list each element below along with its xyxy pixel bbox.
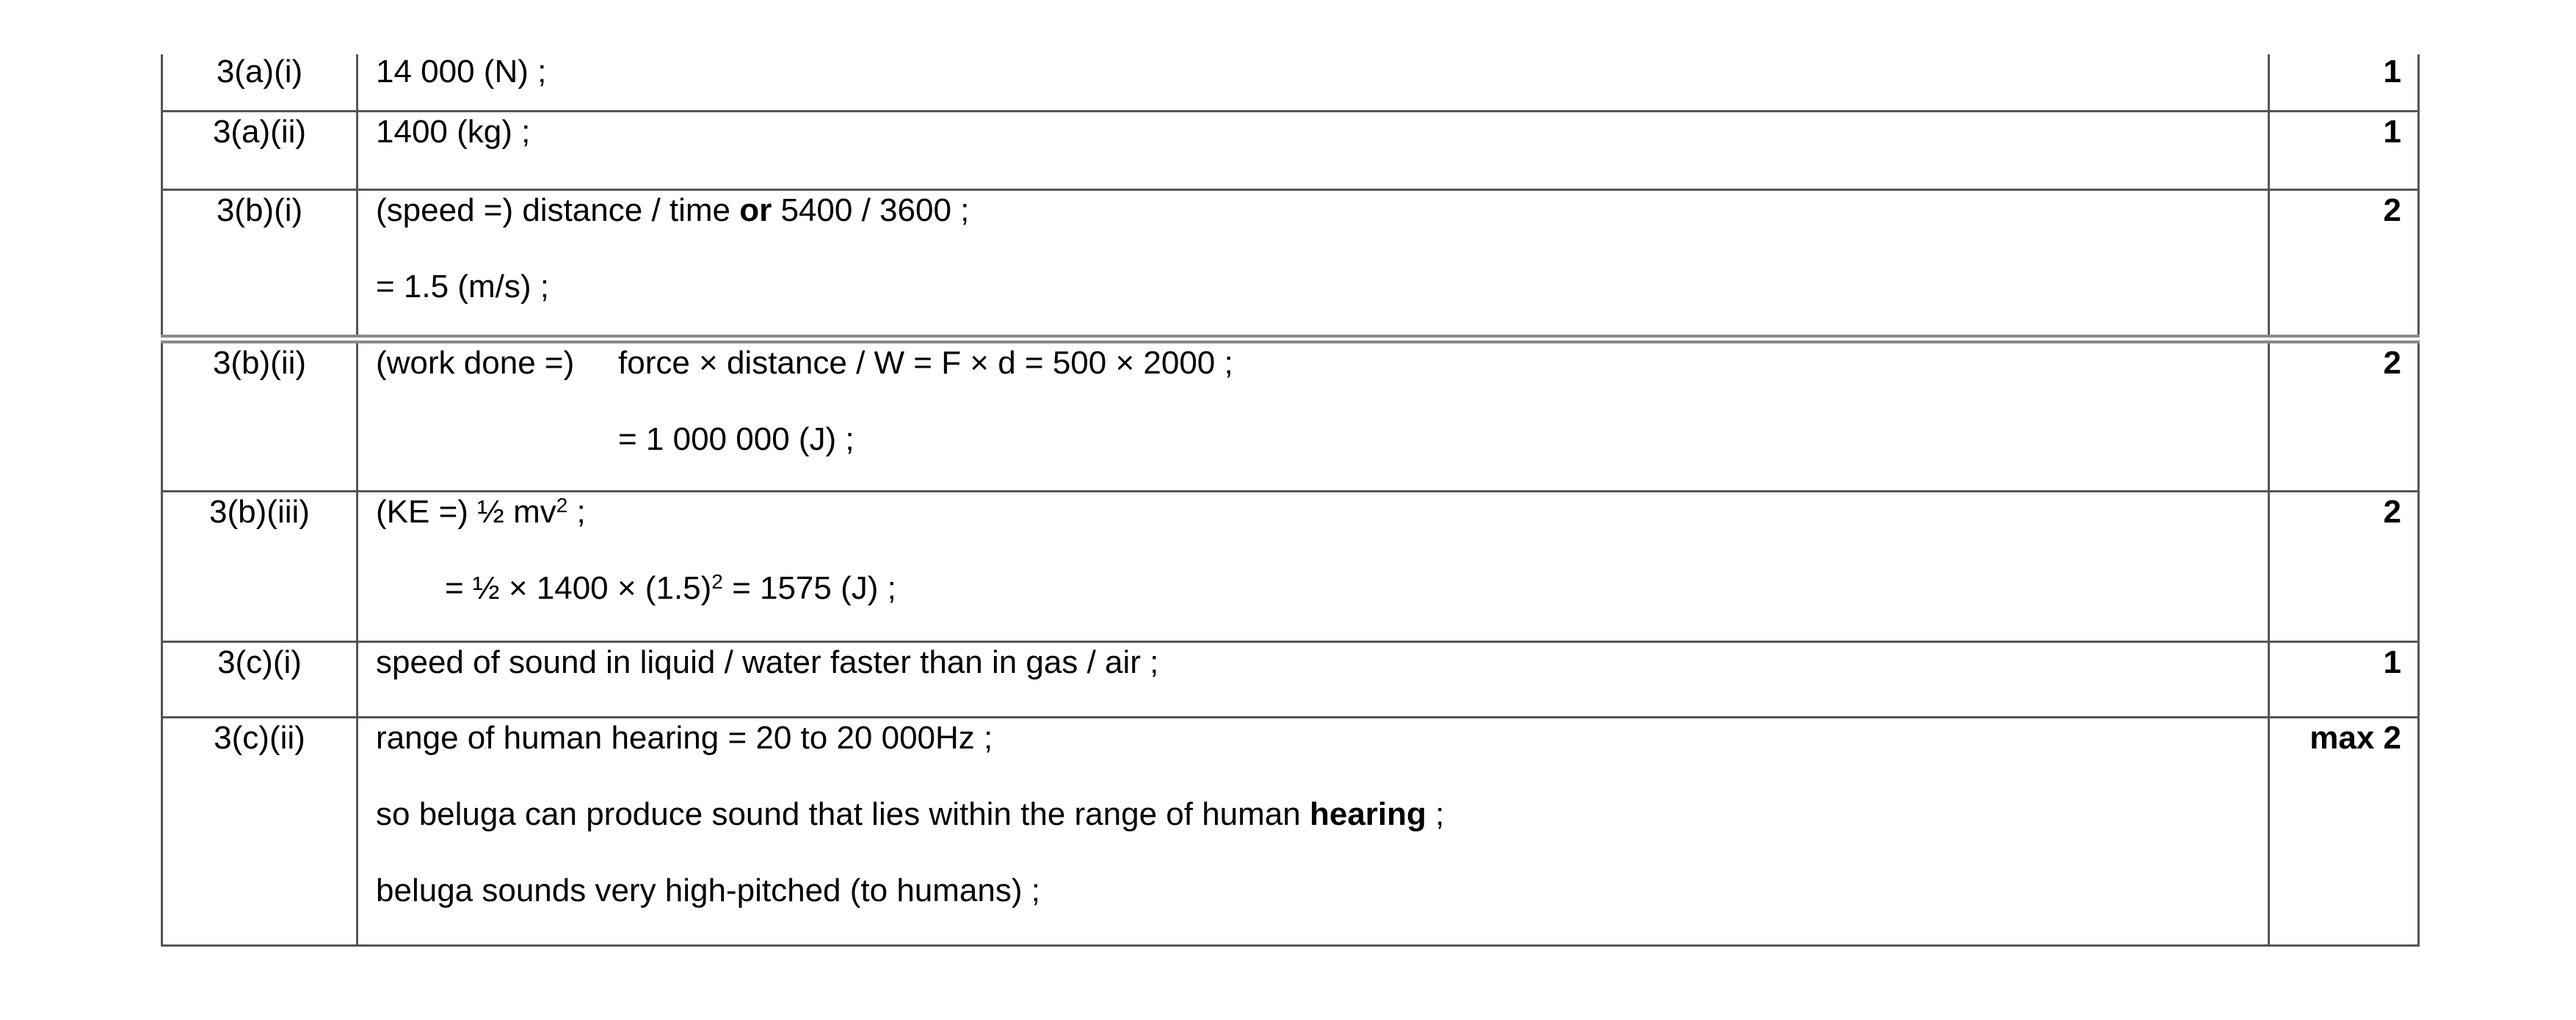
table-row — [162, 54, 2419, 112]
answer-cell — [358, 642, 2269, 718]
question-number: 3(c)(ii) — [162, 718, 358, 946]
answer-text: ; — [1426, 796, 1445, 832]
question-number: 3(b)(i) — [162, 190, 358, 340]
answer-text: = ½ × 1400 × (1.5) — [445, 570, 712, 606]
table-row — [162, 112, 2419, 190]
table-row — [162, 492, 2419, 642]
superscript: 2 — [711, 570, 723, 593]
answer-line — [376, 191, 2268, 267]
marks-cell: 2 — [2269, 339, 2419, 492]
table-row — [162, 718, 2419, 946]
answer-cell — [358, 112, 2269, 190]
marks-cell: 2 — [2269, 190, 2419, 340]
answer-text: (KE =) ½ mv — [376, 494, 556, 530]
answer-line — [376, 569, 2268, 641]
answer-line: = 1.5 (m/s) ; — [376, 269, 549, 305]
answer-emphasis: hearing — [1309, 796, 1426, 832]
answer-emphasis: or — [739, 192, 772, 228]
question-number: 3(c)(i) — [162, 642, 358, 718]
answer-text: = 1575 (J) ; — [722, 570, 896, 606]
mark-scheme-table — [161, 54, 2420, 947]
answer-line — [376, 795, 2268, 871]
answer-line: beluga sounds very high-pitched (to humans) ; — [376, 873, 1040, 908]
answer-cell — [358, 190, 2269, 340]
answer-text: 5400 / 3600 ; — [772, 192, 970, 228]
marks-cell: 1 — [2269, 54, 2419, 112]
answer-cell — [358, 339, 2269, 492]
marks-cell: max 2 — [2269, 718, 2419, 946]
answer-line: speed of sound in liquid / water faster than in gas / air ; — [376, 644, 1159, 680]
answer-line — [376, 492, 2268, 569]
superscript: 2 — [556, 494, 568, 517]
answer-text: ; — [567, 494, 586, 530]
question-number: 3(a)(i) — [162, 54, 358, 112]
question-number: 3(b)(ii) — [162, 339, 358, 492]
marks-cell: 1 — [2269, 112, 2419, 190]
marks-cell: 1 — [2269, 642, 2419, 718]
answer-text: (speed =) distance / time — [376, 192, 740, 228]
answer-line: 1400 (kg) ; — [376, 114, 531, 150]
answer-text: force × distance / W = F × d = 500 × 2000 ; — [618, 345, 1233, 381]
answer-cell — [358, 492, 2269, 642]
table-row — [162, 339, 2419, 492]
table-row — [162, 642, 2419, 718]
question-number: 3(a)(ii) — [162, 112, 358, 190]
answer-text: so beluga can produce sound that lies within the range of human — [376, 796, 1310, 832]
question-number: 3(b)(iii) — [162, 492, 358, 642]
answer-cell — [358, 54, 2269, 112]
marks-cell: 2 — [2269, 492, 2419, 642]
answer-cell — [358, 718, 2269, 946]
answer-line: = 1 000 000 (J) ; — [618, 421, 855, 457]
answer-label: (work done =) — [376, 345, 575, 381]
answer-line — [376, 343, 2268, 420]
answer-line: 14 000 (N) ; — [376, 54, 547, 90]
answer-line: range of human hearing = 20 to 20 000Hz ; — [376, 720, 993, 756]
table-row — [162, 190, 2419, 340]
